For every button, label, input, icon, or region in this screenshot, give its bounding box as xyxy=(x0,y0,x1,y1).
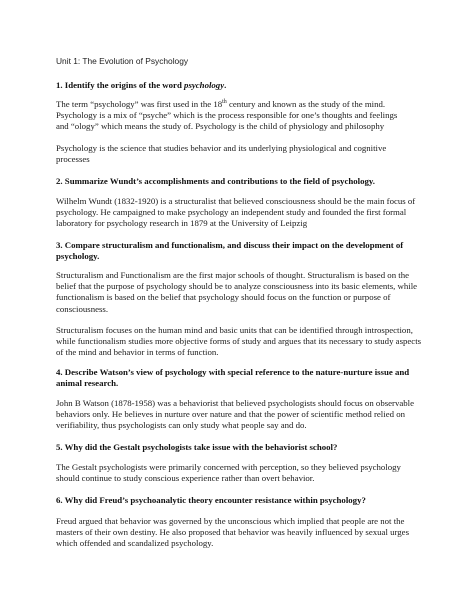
question-1-italic-word: psychology xyxy=(184,80,225,90)
question-2: 2. Summarize Wundt’s accomplishments and contributions to the field of psychology. xyxy=(56,176,375,186)
unit-title: Unit 1: The Evolution of Psychology xyxy=(56,56,189,66)
answer-1-line-3: and “ology” which means the study of. Psychology is the child of physiology and philosophy xyxy=(56,121,385,132)
question-5: 5. Why did the Gestalt psychologists take issue with the behaviorist school? xyxy=(56,442,338,452)
answer-5: The Gestalt psychologists were primarily concerned with perception, so they believed psychology should continue to study conscious experience rather than overt behavior. xyxy=(56,462,401,484)
answer-4: John B Watson (1878-1958) was a behaviorist that believed psychologists should focus on observable behaviors only. He believes in nurture over nature and that the power of scientific method relied on verifiability, thus psychologists can only study what people say and do. xyxy=(56,398,415,431)
answer-6: Freud argued that behavior was governed by the unconscious which implied that people are not the masters of their own destiny. He also proposed that behavior was heavily influenced by sexual urges which offended and scandalized psychology. xyxy=(56,516,410,549)
question-1-prefix: 1. Identify the origins of the word xyxy=(56,80,185,90)
answer-1-paragraph-2: Psychology is the science that studies behavior and its underlying physiological and cognitive processes xyxy=(56,143,387,165)
question-3: 3. Compare structuralism and functionalism, and discuss their impact on the development of psychology. xyxy=(56,240,404,262)
answer-1-text-b: century and known as the study of the mind. xyxy=(226,99,386,109)
answer-1-superscript: th xyxy=(222,99,227,106)
question-4: 4. Describe Watson’s view of psychology with special reference to the nature-nurture issue and animal research. xyxy=(56,367,410,389)
question-1-suffix: . xyxy=(224,80,227,90)
question-6: 6. Why did Freud’s psychoanalytic theory encounter resistance within psychology? xyxy=(56,495,366,505)
answer-3: Structuralism and Functionalism are the first major schools of thought. Structuralism is based on the belief that the purpose of psychology should be to analyze consciousness into its basic elements, while functionalism is based on the belief that psychology should focus on the function or purpose of consciousness. xyxy=(56,270,418,314)
answer-1-text-a: The term “psychology” was first used in the 18 xyxy=(56,99,223,109)
answer-1-line-2: Psychology is a mix of “psyche” which is the process responsible for one’s thoughts and feelings xyxy=(56,110,398,121)
answer-1 xyxy=(56,99,436,133)
answer-2: Wilhelm Wundt (1832-1920) is a structuralist that believed consciousness should be the main focus of psychology. He campaigned to make psychology an independent study and founded the first formal laboratory for psychology research in 1879 at the University of Leipzig xyxy=(56,196,416,229)
answer-1-line-1 xyxy=(56,99,436,110)
answer-3-paragraph-2: Structuralism focuses on the human mind and basic units that can be identified through introspection, while functionalism studies more objective forms of study and argues that its necessary to study aspects of the mind and behavior in terms of function. xyxy=(56,325,422,358)
question-1 xyxy=(56,80,422,91)
